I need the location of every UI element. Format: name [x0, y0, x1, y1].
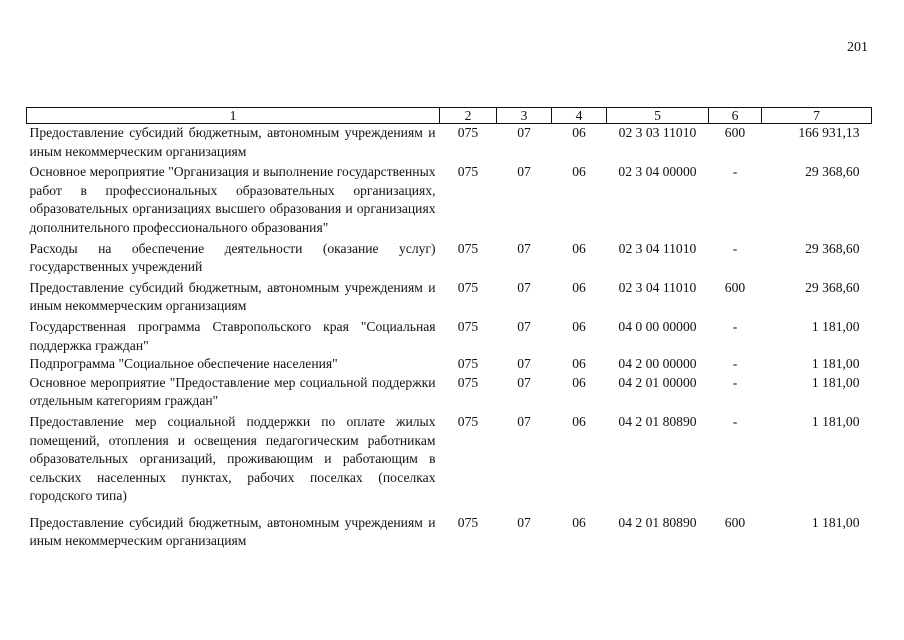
row-rz: 07 — [517, 279, 531, 295]
row-sum: 29 368,60 — [805, 240, 860, 256]
table-row — [27, 413, 872, 514]
budget-table — [26, 107, 872, 551]
row-name: Предоставление субсидий бюджетным, автономным учреждениям и иным некоммерческим организациям — [29, 514, 436, 549]
row-name: Основное мероприятие "Предоставление мер социальной поддержки отдельным категориям граждан" — [29, 374, 436, 409]
row-rz: 07 — [517, 356, 531, 372]
table-row — [27, 355, 872, 374]
row-sum: 1 181,00 — [811, 356, 860, 372]
row-name: Основное мероприятие "Организация и выполнение государственных работ в профессиональных образовательных организациях, образовательных организациях высшего образования и организациях дополнительного профессионального образования" — [29, 164, 436, 235]
row-ved: 075 — [457, 318, 479, 334]
row-vr: - — [732, 318, 738, 334]
row-name: Расходы на обеспечение деятельности (оказание услуг) государственных учреждений — [29, 240, 436, 275]
row-pr: 06 — [572, 413, 586, 429]
row-ved: 075 — [457, 374, 479, 390]
row-pr: 06 — [572, 125, 586, 140]
row-sum: 1 181,00 — [811, 318, 860, 334]
row-vr: - — [732, 240, 738, 256]
row-ved: 075 — [457, 413, 479, 429]
row-pr: 06 — [572, 240, 586, 256]
row-vr: - — [732, 374, 738, 390]
row-csr: 02 3 04 00000 — [618, 164, 697, 180]
row-pr: 06 — [572, 318, 586, 334]
row-ved: 075 — [457, 279, 479, 295]
row-csr: 02 3 04 11010 — [618, 240, 697, 256]
table-row — [27, 279, 872, 318]
row-name: Государственная программа Ставропольского края "Социальная поддержка граждан" — [29, 318, 436, 353]
row-pr: 06 — [572, 374, 586, 390]
column-header: 6 — [709, 108, 762, 124]
row-csr: 04 2 01 00000 — [618, 374, 697, 390]
row-ved: 075 — [457, 356, 479, 372]
column-header: 5 — [607, 108, 709, 124]
table-row — [27, 124, 872, 164]
row-rz: 07 — [517, 240, 531, 256]
column-header: 1 — [27, 108, 440, 124]
column-header: 2 — [440, 108, 497, 124]
row-csr: 04 2 01 80890 — [618, 514, 697, 530]
row-sum: 1 181,00 — [811, 374, 860, 390]
row-pr: 06 — [572, 164, 586, 180]
row-vr: 600 — [724, 279, 746, 295]
row-ved: 075 — [457, 514, 479, 530]
table-row — [27, 374, 872, 413]
row-name: Предоставление мер социальной поддержки по оплате жилых помещений, отопления и освещения педагогическим работникам образовательных организаций, проживающим и работающим в сельских населенных пунктах, рабочих поселках (поселках городского типа) — [29, 413, 436, 504]
table-row — [27, 318, 872, 355]
row-rz: 07 — [517, 374, 531, 390]
row-sum: 1 181,00 — [811, 514, 860, 530]
row-pr: 06 — [572, 279, 586, 295]
row-csr: 04 2 01 80890 — [618, 413, 697, 429]
row-sum: 29 368,60 — [805, 164, 860, 180]
row-vr: - — [732, 164, 738, 180]
table-header-row — [27, 108, 872, 124]
row-name: Подпрограмма "Социальное обеспечение населения" — [29, 356, 338, 372]
row-name: Предоставление субсидий бюджетным, автономным учреждениям и иным некоммерческим организациям — [29, 279, 436, 314]
row-name: Предоставление субсидий бюджетным, автономным учреждениям и иным некоммерческим организациям — [29, 125, 436, 159]
row-sum: 29 368,60 — [805, 279, 860, 295]
row-ved: 075 — [457, 125, 479, 140]
row-csr: 04 2 00 00000 — [618, 356, 697, 372]
row-csr: 02 3 04 11010 — [618, 279, 697, 295]
table-row — [27, 163, 872, 239]
table-row — [27, 514, 872, 551]
row-rz: 07 — [517, 514, 531, 530]
row-csr: 04 0 00 00000 — [618, 318, 697, 334]
row-pr: 06 — [572, 514, 586, 530]
row-csr: 02 3 03 11010 — [618, 125, 697, 140]
row-pr: 06 — [572, 356, 586, 372]
row-sum: 166 931,13 — [798, 125, 860, 140]
row-rz: 07 — [517, 125, 531, 140]
table-row — [27, 240, 872, 279]
row-vr: 600 — [724, 125, 746, 140]
row-ved: 075 — [457, 164, 479, 180]
row-vr: - — [732, 413, 738, 429]
row-rz: 07 — [517, 318, 531, 334]
row-rz: 07 — [517, 164, 531, 180]
row-vr: - — [732, 356, 738, 372]
row-rz: 07 — [517, 413, 531, 429]
row-vr: 600 — [724, 514, 746, 530]
page-number: 201 — [847, 40, 868, 55]
row-ved: 075 — [457, 240, 479, 256]
column-header: 3 — [497, 108, 552, 124]
column-header: 4 — [552, 108, 607, 124]
column-header: 7 — [762, 108, 872, 124]
row-sum: 1 181,00 — [811, 413, 860, 429]
